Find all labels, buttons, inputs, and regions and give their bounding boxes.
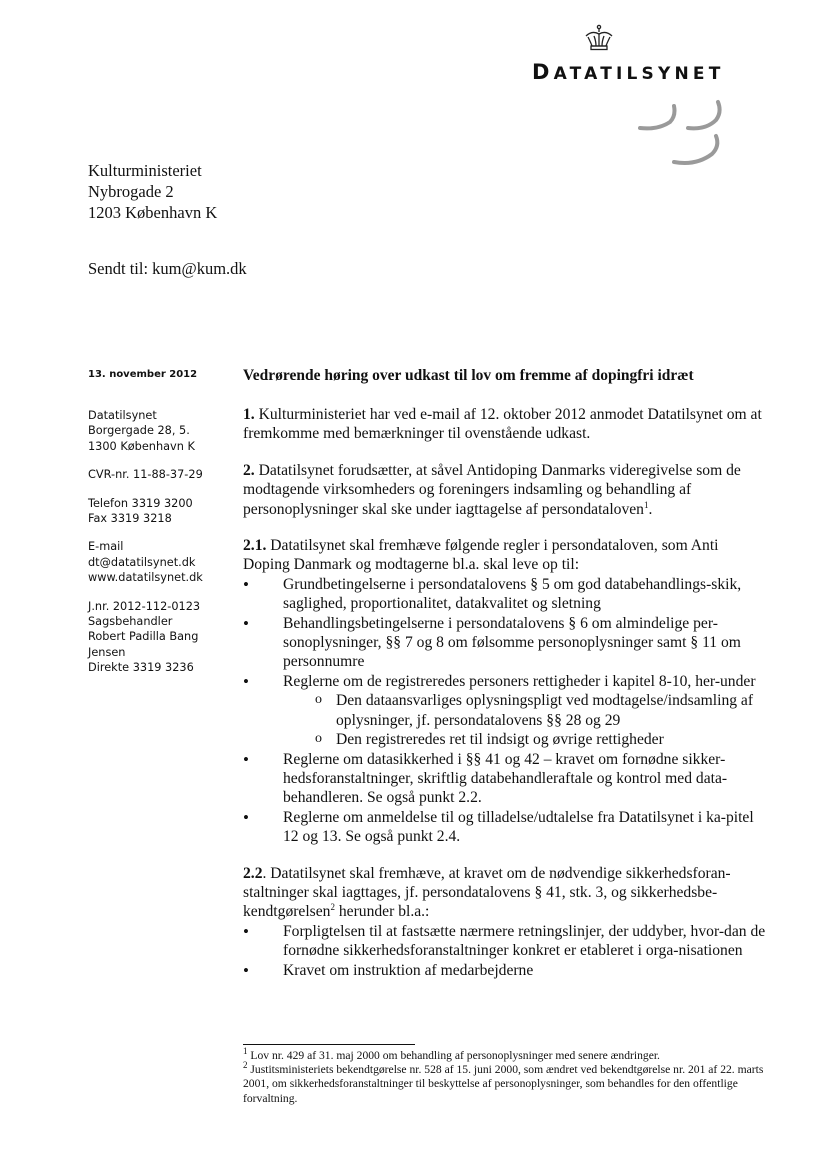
letter-body bbox=[243, 405, 768, 980]
paragraph-2-1: 2.1. Datatilsynet skal fremhæve følgende regler i persondataloven, som Anti Doping Danmark og modtagerne bl.a. skal leve op til: bbox=[243, 537, 719, 574]
rules-list bbox=[243, 575, 768, 847]
handler-name-1: Robert Padilla Bang bbox=[88, 630, 199, 644]
letter-date: 13. november 2012 bbox=[88, 369, 198, 380]
recipient-name: Kulturministeriet bbox=[88, 161, 202, 180]
sender-phone: Telefon 3319 3200 bbox=[88, 496, 193, 510]
list-item: • Reglerne om datasikkerhed i §§ 41 og 42 – kravet om fornødne sikker-hedsforanstaltninger, skriftlig databehandleraftale og kontrol med data-behandleren. Se også punkt 2.2. bbox=[243, 750, 768, 808]
footnotes bbox=[243, 1046, 768, 1106]
list-item: • Grundbetingelserne i persondatalovens § 5 om god databehandlings-skik, saglighed, proportionalitet, datakvalitet og sletning bbox=[243, 575, 768, 614]
sender-name: Datatilsynet bbox=[88, 409, 157, 422]
paragraph-2: 2. Datatilsynet forudsætter, at såvel Antidoping Danmarks videregivelse som de modtagende virksomheders og foreningers indsamling og behandling af personoplysninger skal ske under iagttagelse af persondataloven$^1$. bbox=[243, 461, 741, 518]
list-item: • Reglerne om de registreredes personers rettigheder i kapitel 8-10, her-under o Den dataansvarliges oplysningspligt ved modtagelse/indsamling af oplysninger, jf. persondatalovens §§ 28 og 29 o Den registreredes ret til indsigt og øvrige rettigheder bbox=[243, 672, 768, 750]
footnote-2: $^2$ Justitsministeriets bekendtgørelse nr. 528 af 15. juni 2000, som ændret ved bekendtgørelse nr. 201 af 22. marts 2001, om sikkerhedsforanstaltninger til beskyttelse af personoplysninger, som behandles for den offentlige forvaltning. bbox=[243, 1060, 764, 1105]
sub-list-item: o Den registreredes ret til indsigt og øvrige rettigheder bbox=[301, 730, 768, 749]
security-list bbox=[243, 922, 768, 980]
paragraph-2-2: 2.2. Datatilsynet skal fremhæve, at kravet om de nødvendige sikkerhedsforan-staltninger skal iagttages, jf. persondatalovens § 41, stk. 3, og sikkerhedsbe-kendtgørelsen$^2$ herunder bl.a.: bbox=[243, 864, 731, 921]
sender-web: www.datatilsynet.dk bbox=[88, 571, 203, 585]
sender-cvr: CVR-nr. 11-88-37-29 bbox=[88, 468, 203, 482]
sender-street: Borgergade 28, 5. bbox=[88, 424, 190, 438]
handler-direct-phone: Direkte 3319 3236 bbox=[88, 661, 194, 675]
list-item: • Kravet om instruktion af medarbejderne bbox=[243, 961, 768, 980]
sub-list bbox=[283, 691, 768, 749]
handler-name-2: Jensen bbox=[88, 645, 126, 659]
logo-wordmark: DATATILSYNET bbox=[532, 60, 725, 84]
journal-number: J.nr. 2012-112-0123 bbox=[88, 599, 201, 613]
sender-info bbox=[88, 408, 238, 689]
footnote-divider bbox=[243, 1044, 415, 1045]
list-item: • Reglerne om anmeldelse til og tilladelse/udtalelse fra Datatilsynet i ka-pitel 12 og 13. Se også punkt 2.4. bbox=[243, 808, 768, 847]
signature-mark bbox=[630, 96, 740, 176]
recipient-city: 1203 København K bbox=[88, 203, 218, 222]
crown-logo-icon bbox=[582, 24, 616, 52]
recipient-address bbox=[88, 160, 217, 223]
letter-subject: Vedrørende høring over udkast til lov om fremme af dopingfri idræt bbox=[243, 367, 694, 384]
list-item: • Forpligtelsen til at fastsætte nærmere retningslinjer, der uddyber, hvor-dan de fornødne sikkerhedsforanstaltninger konkret er etableret i orga-nisationen bbox=[243, 922, 768, 961]
list-item: • Behandlingsbetingelserne i persondatalovens § 6 om almindelige per-sonoplysninger, §§ 7 og 8 om følsomme personoplysninger samt § 11 om personnumre bbox=[243, 614, 768, 672]
sub-list-item: o Den dataansvarliges oplysningspligt ved modtagelse/indsamling af oplysninger, jf. persondatalovens §§ 28 og 29 bbox=[301, 691, 768, 730]
paragraph-1: 1. Kulturministeriet har ved e-mail af 12. oktober 2012 anmodet Datatilsynet om at fremkomme med bemærkninger til ovenstående udkast. bbox=[243, 406, 762, 443]
handler-label: Sagsbehandler bbox=[88, 615, 173, 629]
sender-email: dt@datatilsynet.dk bbox=[88, 555, 196, 569]
sender-email-label: E-mail bbox=[88, 540, 124, 554]
footnote-1: $^1$ Lov nr. 429 af 31. maj 2000 om behandling af personoplysninger med senere ændringer. bbox=[243, 1046, 660, 1062]
sender-fax: Fax 3319 3218 bbox=[88, 512, 172, 526]
sender-city: 1300 København K bbox=[88, 439, 195, 453]
sent-to: Sendt til: kum@kum.dk bbox=[88, 259, 247, 278]
recipient-street: Nybrogade 2 bbox=[88, 182, 174, 201]
